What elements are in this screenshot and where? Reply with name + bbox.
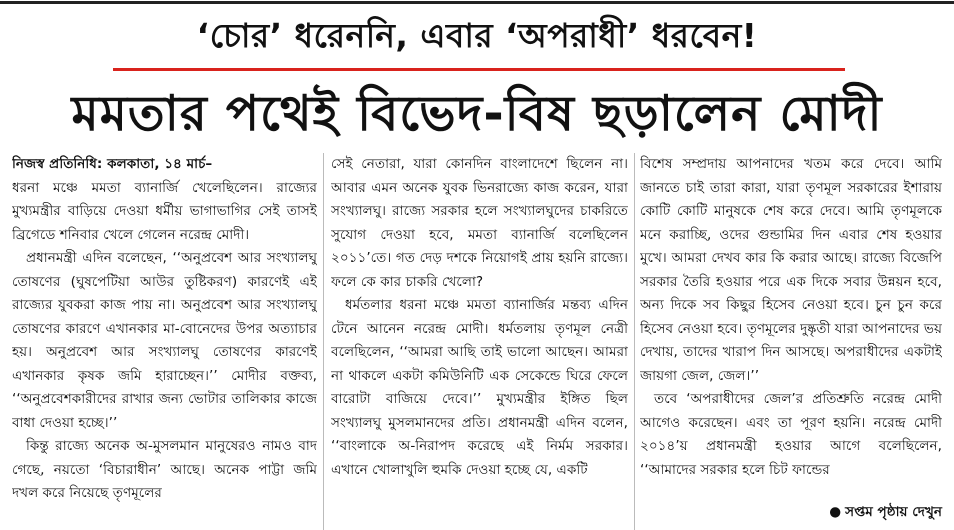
column-divider bbox=[634, 153, 635, 530]
main-headline: মমতার পথেই বিভেদ-বিষ ছড়ালেন মোদী bbox=[71, 85, 883, 142]
paragraph: বিশেষ সম্প্রদায় আপনাদের খতম করে দেবে। আমি জানতে চাই তারা কারা, যারা তৃণমূল সরকারের ইশারায় কোটি কোটি মানুষকে শেষ করে দেবে। আমি তৃণমূলকে মনে করাচ্ছি, ওদের গুন্ডামির দিন এবার শেষ হওয়ার মুখে। আমরা দেখব কার কি করার আছে। রাজ্যে বিজেপি সরকার তৈরি হওয়ার পরে এক দিকে সবার উন্নয়ন হবে, অন্য দিকে সব কিছুর হিসেব নেওয়া হবে। চুন চুন করে হিসেব নেওয়া হবে। তৃণমূলের দুষ্কৃতী যারা আপনাদের ভয় দেখায়, তাদের খারাপ দিন আসছে। অপরাধীদের একটাই জায়গা জেল, জেল।’’ bbox=[640, 156, 942, 384]
byline: নিজস্ব প্রতিনিধি: কলকাতা, ১৪ মার্চ– bbox=[12, 156, 213, 172]
top-rule bbox=[0, 1, 954, 4]
paragraph: কিন্তু রাজ্যে অনেক অ-মুসলমান মানুষেরও নামও বাদ গেছে, নয়তো ‘বিচারাধীন’ আছে। অনেক পাট্টা জমি দখল করে নিয়েছে তৃণমূলের bbox=[12, 438, 317, 501]
kicker-underline bbox=[113, 68, 845, 71]
paragraph: সেই নেতারা, যারা কোনদিন বাংলাদেশে ছিলেন না। আবার এমন অনেক যুবক ভিনরাজ্যে কাজ করেন, যারা সংখ্যালঘু। রাজ্যে সরকার হলে সংখ্যালঘুদের চাকরিতে সুযোগ দেওয়া হবে, মমতা ব্যানার্জি বলেছিলেন ২০১১’তে। গত দেড় দশকে নিয়োগই প্রায় হয়নি রাজ্যে। ফলে কে কার চাকরি খেলো? bbox=[331, 156, 628, 290]
continue-label: সপ্তম পৃষ্ঠায় দেখুন bbox=[845, 504, 942, 520]
paragraph: তবে ‘অপরাধীদের জেল’র প্রতিশ্রুতি নরেন্দ্র মোদী আগেও করেছেন। এবং তা পূরণ হয়নি। নরেন্দ্র মোদী ২০১৪’য় প্রধানমন্ত্রী হওয়ার আগে বলেছিলেন, ‘‘আমাদের সরকার হলে চিট ফান্ডের bbox=[640, 391, 942, 478]
kicker-headline: ‘চোর’ ধরেননি, এবার ‘অপরাধী’ ধরবেন! bbox=[196, 16, 758, 55]
paragraph: ধর্মতলার ধরনা মঞ্চে মমতা ব্যানার্জির মন্তব্য এদিন টেনে আনেন নরেন্দ্র মোদী। ধর্মতলায় তৃণমূল নেত্রী বলেছিলেন, ‘‘আমরা আছি তাই ভালো আছেন। আমরা না থাকলে একটা কমিউনিটি এক সেকেন্ডে ঘিরে ফেলে বারোটা বাজিয়ে দেবে।’’ মুখ্যমন্ত্রীর ইঙ্গিত ছিল সংখ্যালঘু মুসলমানদের প্রতি। প্রধানমন্ত্রী এদিন বলেন, ‘‘বাংলাকে অ-নিরাপদ করেছে এই নির্মম সরকার। এখানে খোলাখুলি হুমকি দেওয়া হচ্ছে যে, একটি bbox=[331, 297, 628, 478]
byline-paragraph bbox=[12, 153, 317, 177]
bullet-icon: ● bbox=[829, 504, 842, 520]
paragraph: ধরনা মঞ্চে মমতা ব্যানার্জি খেলেছিলেন। রাজ্যের মুখ্যমন্ত্রীর বাড়িয়ে দেওয়া ধর্মীয় ভাগাভাগির সেই তাসই ব্রিগেডে শনিবার খেলে গেলেন নরেন্দ্র মোদী। bbox=[12, 179, 317, 243]
paragraph: প্রধানমন্ত্রী এদিন বলেছেন, ‘‘অনুপ্রবেশ আর সংখ্যালঘু তোষণের (ঘুষপেটিয়া আউর তুষ্টিকরণ) কারণেই এই রাজ্যের যুবকরা কাজ পায় না। অনুপ্রবেশ আর সংখ্যালঘু তোষণের কারণে এখানকার মা-বোনেদের উপর অত্যাচার হয়। অনুপ্রবেশ আর সংখ্যালঘু তোষণের কারণেই এখানকার কৃষক জমি হারাচ্ছেন।’’ মোদীর বক্তব্য, ‘‘অনুপ্রবেশকারীদের রাখার জন্য ভোটার তালিকার কাজে বাধা দেওয়া হচ্ছে।’’ bbox=[12, 250, 317, 431]
column-divider bbox=[323, 153, 324, 530]
continued-on-page-link[interactable] bbox=[829, 501, 942, 524]
article-column-3 bbox=[640, 153, 942, 505]
article-column-1 bbox=[12, 153, 317, 530]
article-column-2 bbox=[331, 153, 628, 530]
